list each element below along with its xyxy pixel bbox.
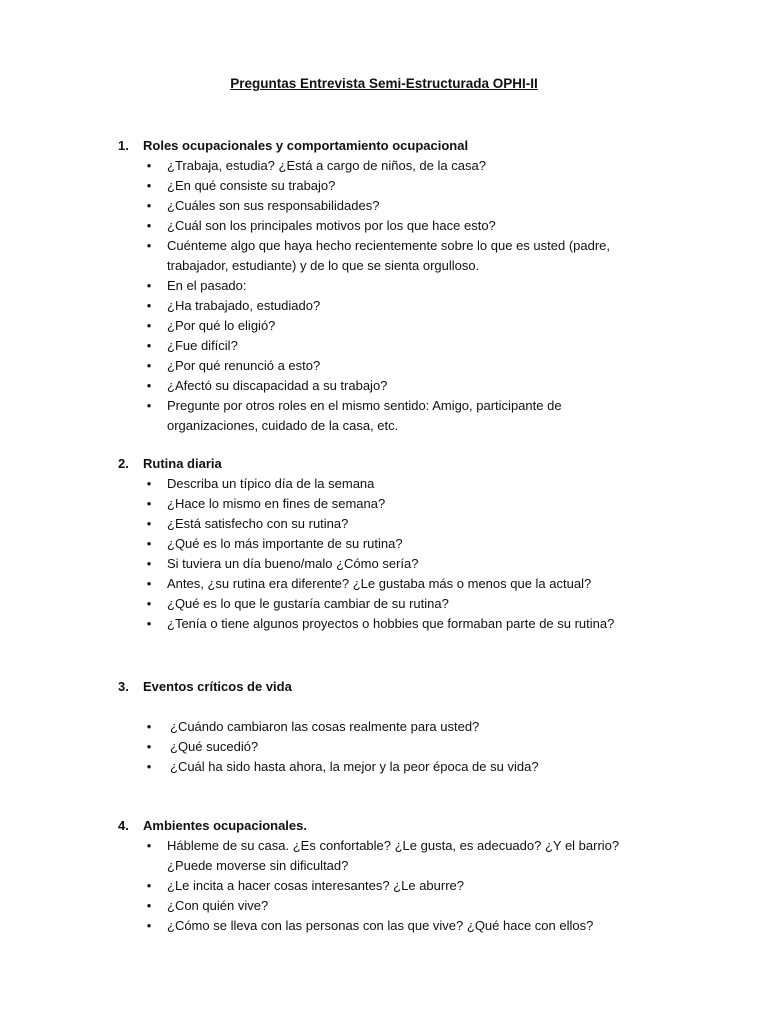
bullet-icon: • <box>146 878 152 893</box>
list-item: • ¿Tenía o tiene algunos proyectos o hobbies que formaban parte de su rutina? <box>0 614 647 634</box>
list-item: • En el pasado: <box>0 276 647 296</box>
list-item: • ¿Qué es lo más importante de su rutina? <box>0 534 647 554</box>
list-item: • ¿Por qué lo eligió? <box>0 316 647 336</box>
bullet-icon: • <box>146 576 152 591</box>
section-number: 3. <box>118 679 129 694</box>
list-item: • ¿Cuál son los principales motivos por los que hace esto? <box>0 216 647 236</box>
list-item: • ¿Fue difícil? <box>0 336 647 356</box>
bullet-icon: • <box>146 476 152 491</box>
bullet-icon: • <box>146 719 152 734</box>
list-item: • ¿Cómo se lleva con las personas con las que vive? ¿Qué hace con ellos? <box>0 916 647 936</box>
list-item: • ¿Qué es lo que le gustaría cambiar de su rutina? <box>0 594 647 614</box>
bullet-icon: • <box>146 556 152 571</box>
bullet-icon: • <box>146 918 152 933</box>
bullet-icon: • <box>146 898 152 913</box>
list-item: • ¿Cuál ha sido hasta ahora, la mejor y la peor época de su vida? <box>0 757 650 777</box>
list-item: • Hábleme de su casa. ¿Es confortable? ¿Le gusta, es adecuado? ¿Y el barrio? ¿Puede moverse sin dificultad? <box>0 836 647 876</box>
document-title: Preguntas Entrevista Semi-Estructurada OPHI-II <box>230 76 538 91</box>
bullet-icon: • <box>146 358 152 373</box>
list-item: • Cuénteme algo que haya hecho recientemente sobre lo que es usted (padre, trabajador, estudiante) y de lo que se sienta orgulloso. <box>0 236 647 276</box>
list-item: • ¿En qué consiste su trabajo? <box>0 176 647 196</box>
bullet-icon: • <box>146 398 152 413</box>
list-item: • ¿Le incita a hacer cosas interesantes? ¿Le aburre? <box>0 876 647 896</box>
list-item: • Describa un típico día de la semana <box>0 474 647 494</box>
list-item: • ¿Por qué renunció a esto? <box>0 356 647 376</box>
section-heading <box>118 454 222 474</box>
section-title: Roles ocupacionales y comportamiento ocupacional <box>143 138 469 153</box>
bullet-icon: • <box>146 378 152 393</box>
bullet-icon: • <box>146 158 152 173</box>
list-item: • Antes, ¿su rutina era diferente? ¿Le gustaba más o menos que la actual? <box>0 574 647 594</box>
bullet-icon: • <box>146 838 152 853</box>
bullet-icon: • <box>146 739 152 754</box>
section-number: 2. <box>118 456 129 471</box>
section-title: Rutina diaria <box>143 456 222 471</box>
bullet-icon: • <box>146 298 152 313</box>
section-title: Eventos críticos de vida <box>143 679 292 694</box>
section-heading <box>118 677 292 697</box>
section-number: 1. <box>118 138 129 153</box>
section-heading <box>118 816 307 836</box>
list-item: • Pregunte por otros roles en el mismo sentido: Amigo, participante de organizaciones, cuidado de la casa, etc. <box>0 396 647 436</box>
question-list <box>0 156 768 436</box>
list-item: • ¿Qué sucedió? <box>0 737 650 757</box>
list-item: • Si tuviera un día bueno/malo ¿Cómo sería? <box>0 554 647 574</box>
section-title: Ambientes ocupacionales. <box>143 818 307 833</box>
bullet-icon: • <box>146 198 152 213</box>
bullet-icon: • <box>146 178 152 193</box>
bullet-icon: • <box>146 338 152 353</box>
section-number: 4. <box>118 818 129 833</box>
bullet-icon: • <box>146 516 152 531</box>
bullet-icon: • <box>146 278 152 293</box>
section-heading <box>118 136 468 156</box>
list-item: • ¿Ha trabajado, estudiado? <box>0 296 647 316</box>
bullet-icon: • <box>146 218 152 233</box>
question-list <box>0 474 768 634</box>
list-item: • ¿Afectó su discapacidad a su trabajo? <box>0 376 647 396</box>
bullet-icon: • <box>146 318 152 333</box>
bullet-icon: • <box>146 536 152 551</box>
list-item: • ¿Trabaja, estudia? ¿Está a cargo de niños, de la casa? <box>0 156 647 176</box>
list-item: • ¿Hace lo mismo en fines de semana? <box>0 494 647 514</box>
list-item: • ¿Cuáles son sus responsabilidades? <box>0 196 647 216</box>
bullet-icon: • <box>146 616 152 631</box>
list-item: • ¿Con quién vive? <box>0 896 647 916</box>
bullet-icon: • <box>146 596 152 611</box>
list-item: • ¿Está satisfecho con su rutina? <box>0 514 647 534</box>
bullet-icon: • <box>146 238 152 253</box>
question-list <box>0 717 768 777</box>
question-list <box>0 836 768 936</box>
bullet-icon: • <box>146 759 152 774</box>
bullet-icon: • <box>146 496 152 511</box>
list-item: • ¿Cuándo cambiaron las cosas realmente para usted? <box>0 717 650 737</box>
